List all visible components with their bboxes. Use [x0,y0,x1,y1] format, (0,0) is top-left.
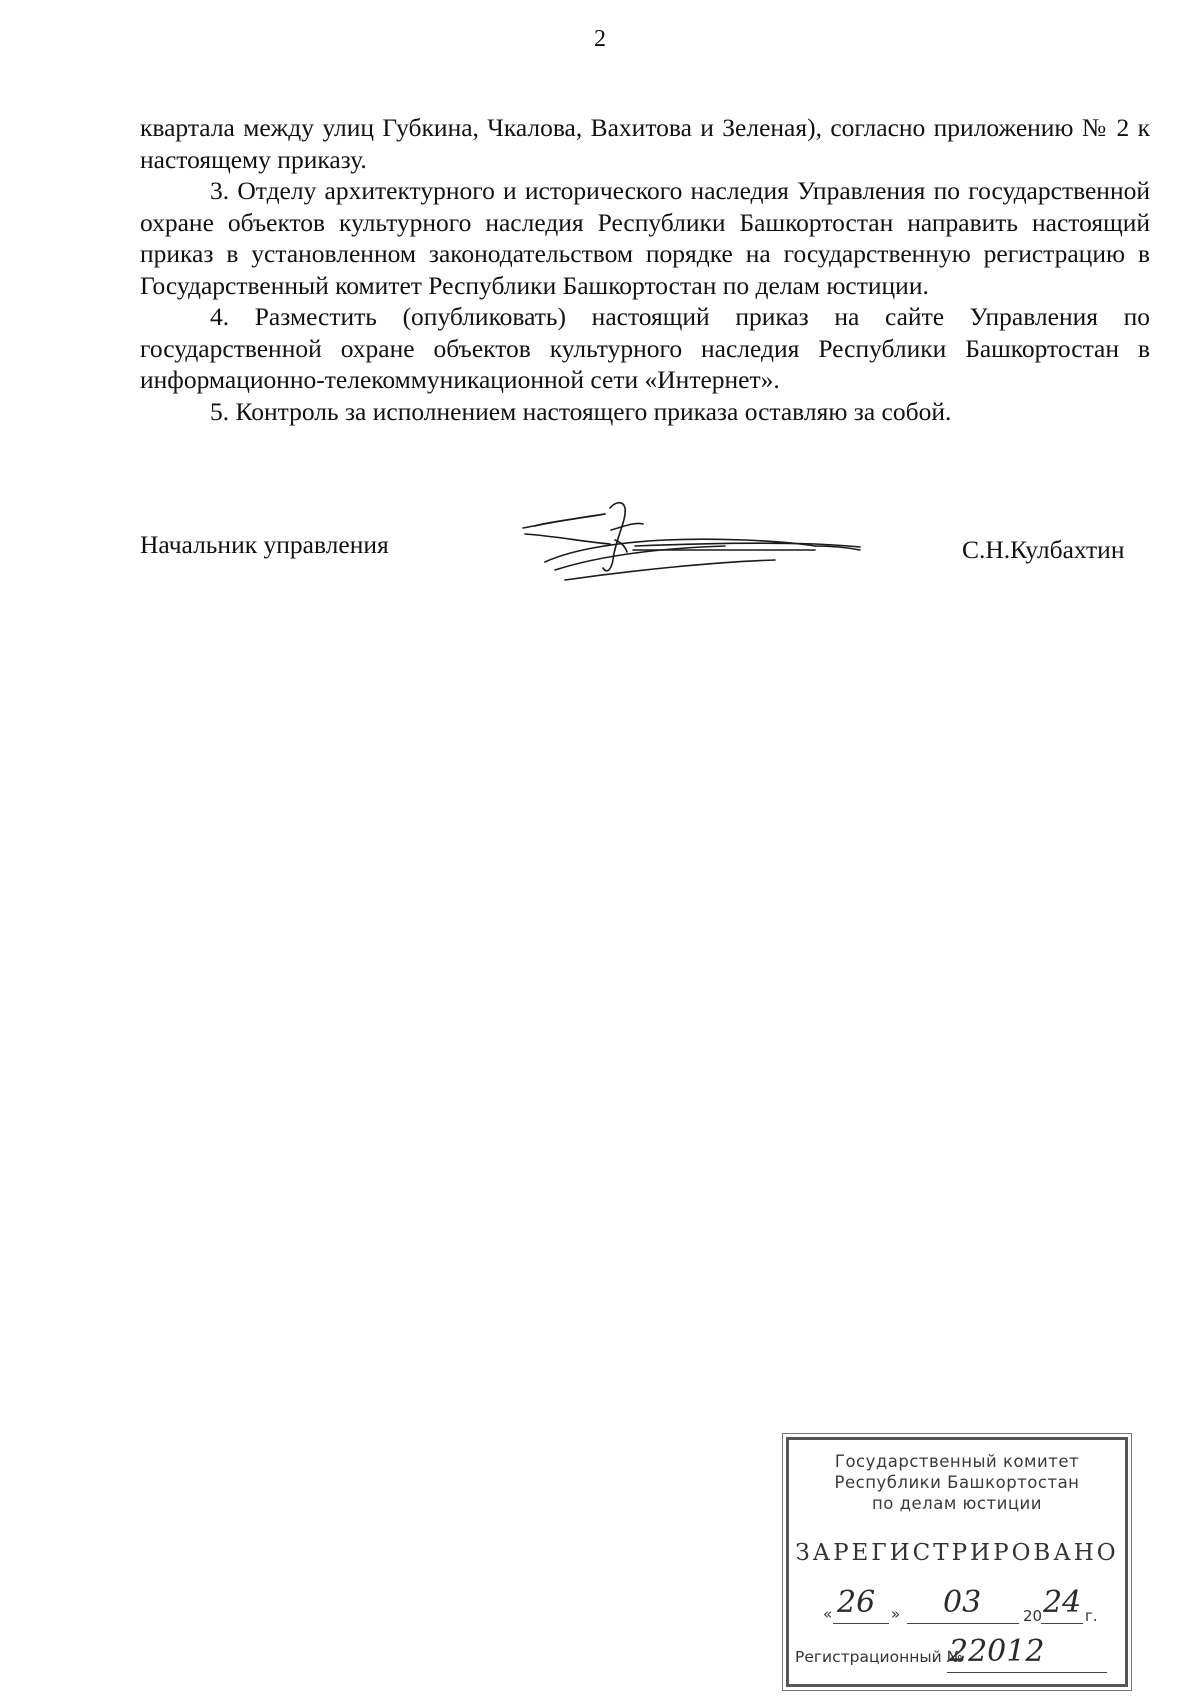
stamp-quote-close: » [891,1605,901,1623]
stamp-regnum-underline [947,1672,1107,1673]
stamp-day: 26 [837,1585,876,1620]
stamp-year-suffix: 24 [1043,1585,1082,1620]
stamp-registration-number: 22012 [949,1634,1045,1669]
stamp-org-line-1: Государственный комитет [834,1452,1080,1471]
signature-block [0,500,1200,590]
paragraph-continuation: квартала между улиц Губкина, Чкалова, Вахитова и Зеленая), согласно приложению № 2 к настоящему приказу. [140,113,1150,174]
page-number: 2 [594,26,606,52]
stamp-year-prefix: 20 [1023,1607,1043,1625]
stamp-year-unit: г. [1085,1607,1098,1625]
stamp-year-underline [1041,1623,1083,1624]
stamp-org-line-3: по делам юстиции [871,1494,1042,1513]
document-body [140,112,1150,427]
handwritten-signature [515,500,875,590]
stamp-quote-open: « [823,1605,833,1623]
stamp-org-line-2: Республики Башкортостан [834,1473,1080,1492]
stamp-day-underline [833,1623,889,1624]
signatory-name: С.Н.Кулбахтин [962,535,1125,564]
signatory-position: Начальник управления [140,530,389,559]
registration-stamp [786,1437,1128,1687]
paragraph-item-4: 4. Разместить (опубликовать) настоящий приказ на сайте Управления по государственной охране объектов культурного наследия Республики Башкортостан в информационно-телекоммуникационной сети «Интернет». [140,302,1150,394]
stamp-month-underline [907,1623,1019,1624]
stamp-month: 03 [943,1585,982,1620]
paragraph-item-3: 3. Отделу архитектурного и исторического наследия Управления по государственной охране объектов культурного наследия Республики Башкортостан направить настоящий приказ в установленном законодательством порядке на государственную регистрацию в Государственный комитет Республики Башкортостан по делам юстиции. [140,176,1150,300]
stamp-date [823,1587,1113,1627]
stamp-registration-label: Регистрационный № [795,1648,963,1666]
stamp-status: ЗАРЕГИСТРИРОВАНО [795,1540,1119,1566]
paragraph-item-5: 5. Контроль за исполнением настоящего приказа оставляю за собой. [210,396,952,426]
